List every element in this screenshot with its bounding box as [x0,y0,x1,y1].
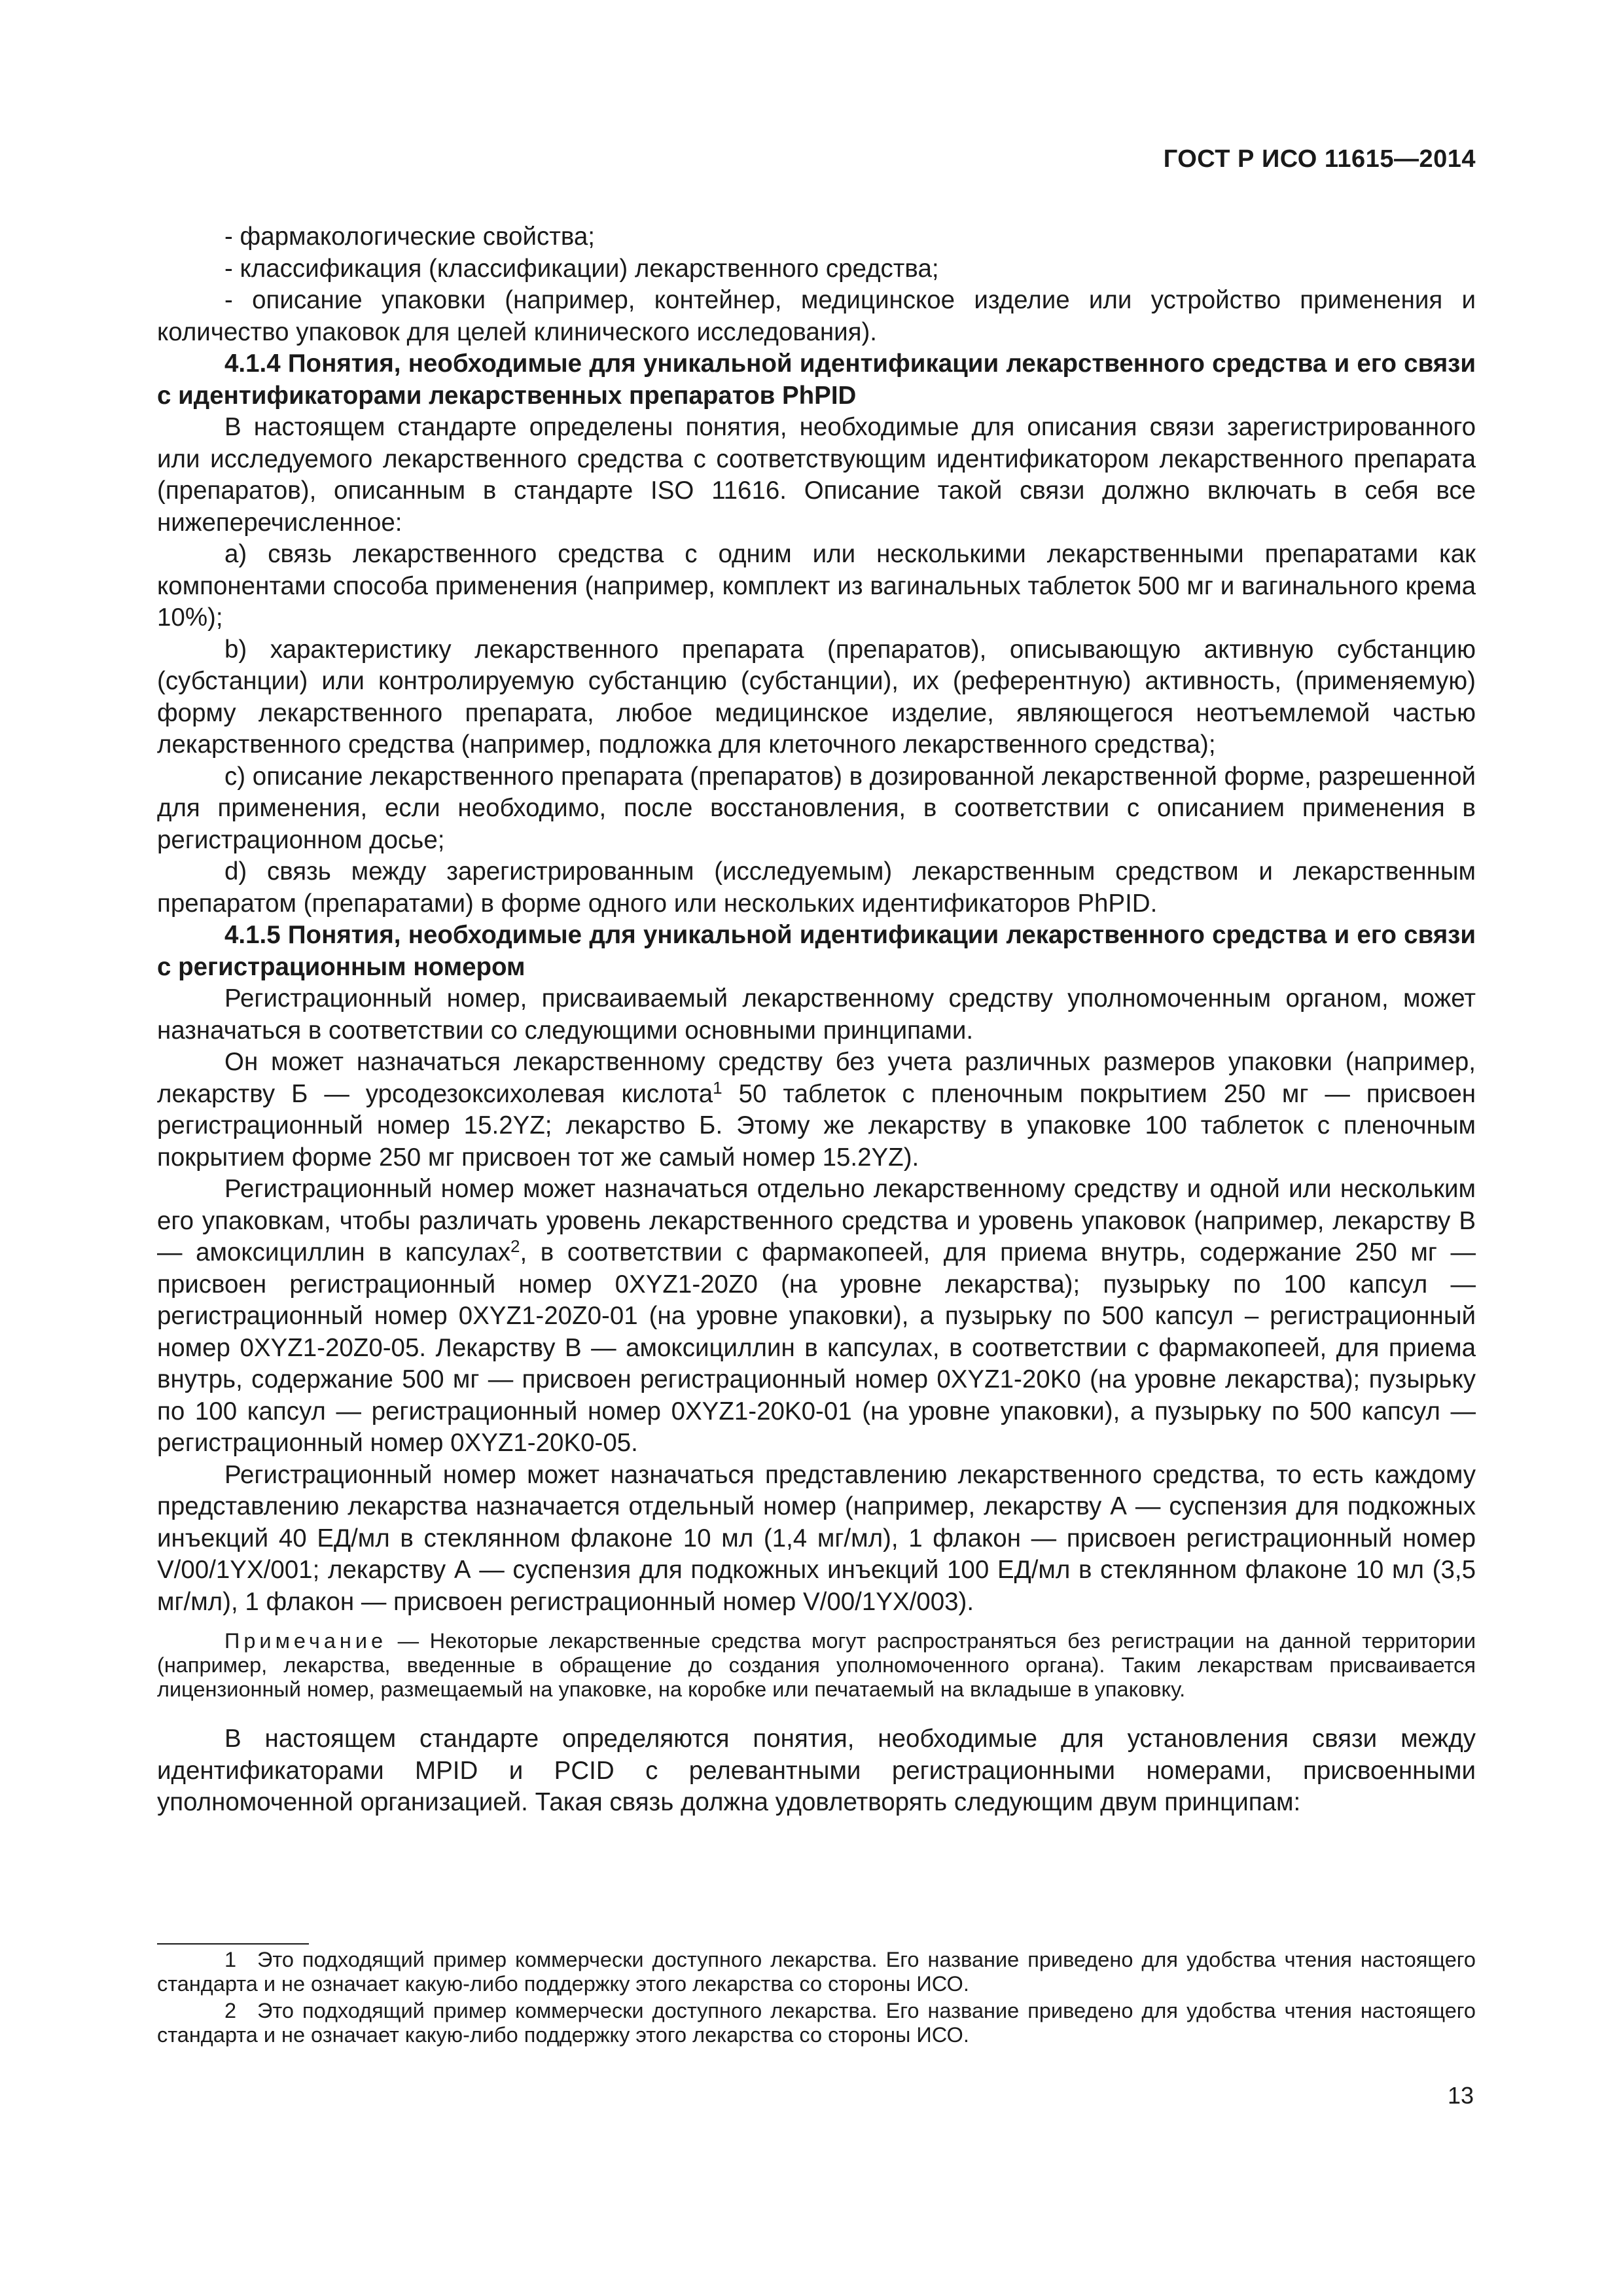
paragraph [157,1174,1476,1460]
main-text [157,221,1476,1819]
paragraph-text: Он может назначаться лекарственному средству без учета различных размеров упаковки (например, лекарству Б — урсодезоксихолевая кислота [157,1048,1476,1108]
paragraph: Регистрационный номер может назначаться представлению лекарственного средства, то есть каждому представлению лекарства назначается отдельный номер (например, лекарству А — суспензия для подкожных инъекций 40 ЕД/мл в стеклянном флаконе 10 мл (1,4 мг/мл), 1 флакон — присвоен регистрационный номер V/00/1YX/001; лекарству А — суспензия для подкожных инъекций 100 ЕД/мл в стеклянном флаконе 10 мл (3,5 мг/мл), 1 флакон — присвоен регистрационный номер V/00/1YX/003). [157,1460,1476,1616]
list-item: a) связь лекарственного средства с одним или несколькими лекарственными препаратами как компонентами способа применения (например, комплект из вагинальных таблеток 500 мг и вагинального крема 10%); [157,540,1476,632]
list-item: - описание упаковки (например, контейнер, медицинское изделие или устройство применения и количество упаковок для целей клинического исследования). [157,286,1476,346]
paragraph-text: Регистрационный номер может назначаться отдельно лекарственному средству и одной или нескольким его упаковкам, чтобы различать уровень лекарственного средства и уровень упаковок (например, лекарству В — амоксициллин в капсулах [157,1175,1476,1266]
standard-header: ГОСТ Р ИСО 11615—2014 [1163,145,1476,173]
paragraph: Регистрационный номер, присваиваемый лекарственному средству уполномоченным органом, может назначаться в соответствии со следующими основными принципами. [157,984,1476,1045]
footnote-mark: 1 [224,1948,237,1971]
paragraph [157,1047,1476,1174]
footnotes [157,1948,1476,2050]
footnote-ref: 2 [510,1236,520,1256]
note [157,1629,1476,1702]
paragraph-text: 50 таблеток с пленочным покрытием 250 мг — присвоен регистрационный номер 15.2YZ; лекарство Б. Этому же лекарству в упаковке 100 таблеток с пленочным покрытием форме 250 мг присвоен тот же самый номер 15.2YZ). [157,1079,1476,1172]
footnote [157,1948,1476,1996]
paragraph: В настоящем стандарте определены понятия, необходимые для описания связи зарегистрированного или исследуемого лекарственного средства с соответствующим идентификатором лекарственного препарата (препаратов), описанным в стандарте ISO 11616. Описание такой связи должно включать в себя все нижеперечисленное: [157,413,1476,537]
footnote-mark: 2 [224,1999,237,2022]
paragraph: В настоящем стандарте определяются понятия, необходимые для установления связи между идентификаторами MPID и PCID с релевантными регистрационными номерами, присвоенными уполномоченной организацией. Такая связь должна удовлетворять следующим двум принципам: [157,1725,1476,1816]
footnote-separator [157,1943,309,1945]
page-number: 13 [1447,2082,1474,2109]
footnote-ref: 1 [713,1077,722,1098]
note-text: — Некоторые лекарственные средства могут распространяться без регистрации на данной территории (например, лекарства, введенные в обращение до создания уполномоченного органа). Таким лекарствам присваивается лицензионный номер, размещаемый на упаковке, на коробке или печатаемый на вкладыше в упаковку. [157,1629,1476,1701]
list-item: b) характеристику лекарственного препарата (препаратов), описывающую активную субстанцию (субстанции) или контролируемую субстанцию (субстанции), их (референтную) активность, (применяемую) форму лекарственного препарата, любое медицинское изделие, являющегося неотъемлемой частью лекарственного средства (например, подложка для клеточного лекарственного средства); [157,635,1476,759]
footnote [157,1999,1476,2047]
list-item: d) связь между зарегистрированным (исследуемым) лекарственным средством и лекарственным препаратом (препаратами) в форме одного или нескольких идентификаторов PhPID. [157,857,1476,918]
paragraph-text: , в соответствии с фармакопеей, для приема внутрь, содержание 250 мг — присвоен регистрационный номер 0XYZ1-20Z0 (на уровне лекарства); пузырьку по 100 капсул — регистрационный номер 0XYZ1-20Z0-01 (на уровне упаковки), а пузырьку по 500 капсул – регистрационный номер 0XYZ1-20Z0-05. Лекарству В — амоксициллин в капсулах, в соответствии с фармакопеей, для приема внутрь, содержание 500 мг — присвоен регистрационный номер 0XYZ1-20K0 (на уровне лекарства); пузырьку по 100 капсул — регистрационный номер 0XYZ1-20K0-01 (на уровне упаковки), а пузырьку по 500 капсул — регистрационный номер 0XYZ1-20K0-05. [157,1238,1476,1457]
footnote-text: Это подходящий пример коммерчески доступного лекарства. Его название приведено для удобства чтения настоящего стандарта и не означает какую-либо поддержку этого лекарства со стороны ИСО. [157,1999,1476,2047]
list-item: - классификация (классификации) лекарственного средства; [224,254,939,283]
footnote-text: Это подходящий пример коммерчески доступного лекарства. Его название приведено для удобства чтения настоящего стандарта и не означает какую-либо поддержку этого лекарства со стороны ИСО. [157,1948,1476,1996]
note-label: Примечание [224,1629,387,1653]
section-heading-4-1-5: 4.1.5 Понятия, необходимые для уникальной идентификации лекарственного средства и его связи с регистрационным номером [157,921,1476,981]
section-heading-4-1-4: 4.1.4 Понятия, необходимые для уникальной идентификации лекарственного средства и его связи с идентификаторами лекарственных препаратов PhPID [157,350,1476,410]
list-item: c) описание лекарственного препарата (препаратов) в дозированной лекарственной форме, разрешенной для применения, если необходимо, после восстановления, в соответствии с описанием применения в регистрационном досье; [157,762,1476,854]
list-item: - фармакологические свойства; [224,223,595,251]
